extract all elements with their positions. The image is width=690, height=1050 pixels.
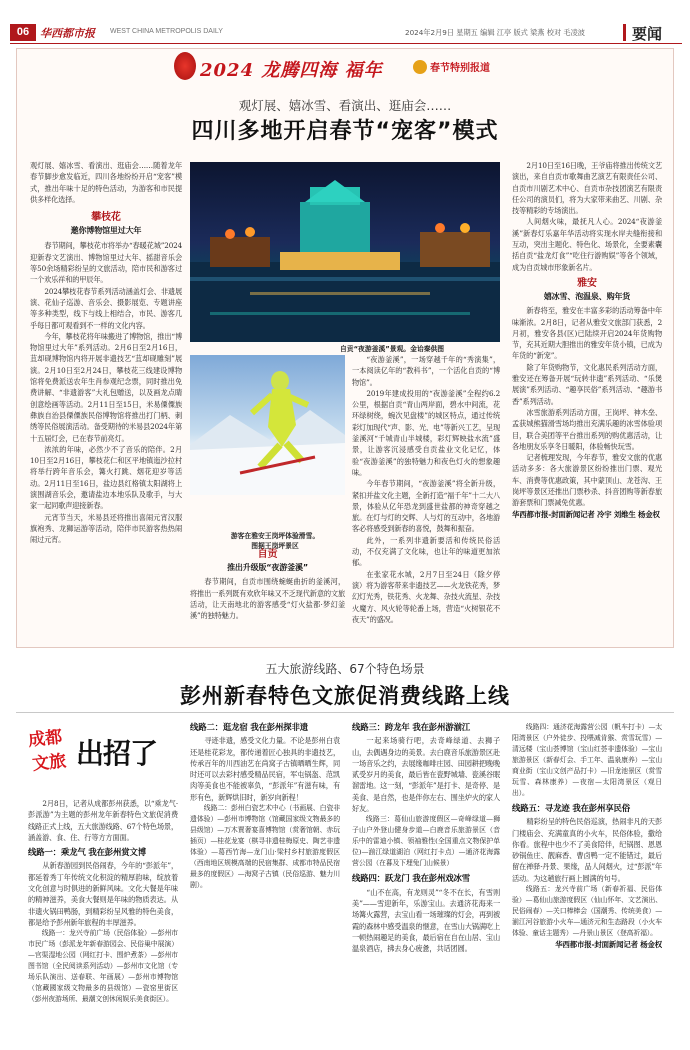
dragon-icon [413,60,427,74]
route2-list: 线路二：彭州白瓷艺术中心（书画展、白瓷非遗体验）—彭州市博物馆（馆藏国家级文物最多的县级馆）—万木賈奢宴喜博物馆（赏奢馆朝、赤玩插页）—桂花龙宴（棋寻非遗桂梅原史、陶艺非遗体验）—葛西竹海—龙门山·梁村乡村旅游度假区（西南地区规模高端的民宿集群、成都市特品民宿最多的度假区）—海窝子古镇（民俗巡游、魅力川剧）。 [190,804,340,890]
paragraph: 2月10日至16日晚，王爷庙将推出传统文艺演出，来自自贡市歌舞曲艺演艺有限责任公司、自贡市川剧艺术中心、自贡市杂技团演艺有限责任公司的演员们，将为大家带来曲艺、川剧、杂技等精彩的专场演出。 [512,161,662,216]
paragraph: 寻迹非遗，感受文化力量。不论是彭州白袁还是桂花彩龙，都传递着匠心独具的非遗技艺，传承百年的川西油艺在尚窝子古镇晒晒生辉，同时还可以去彩村感受精品民宿，军屯锅盔、范凯肉等美食也不能被辜负，“彭派年”有滋有味，有形有色，新辉烘旧时，新岁向新程！ [190,736,340,802]
route5-list: 线路五：龙兴寺前广场（新春祈福、民俗体验）—葛仙山旅游度假区（仙山怀年、文艺演出、民俗闹春）—关口棒棒会（国潮秀、传统美食）—湔江河谷旅游小火车—通济元和生态路段（小火车体验、童话主题秀）—丹景山景区（登高祈福）。 [512,885,662,938]
banner-special: 春节特别报道 [430,63,490,74]
top-col-1 [30,160,182,645]
section-name: 要闻 [632,25,663,43]
top-byline: 华西都市报-封面新闻记者 冷宇 刘维生 杨金权 [512,509,660,519]
night-scene-illustration [190,162,500,342]
paragraph: 从新春游园到民俗闹春，今年的“彭派年”，都延着秀丁年传统文化积淀的精厚韵味，绽放着文化创意与时俱进的新鲜风味。文化大餐是年味的精神滋养，美食大餐则是年味的物质表达。从非遗火锅田鸭肠，到精彩纷呈风雅的特色美食，都是给予彭州新年旅程的丰厚滋养。 [28,861,178,927]
skier-illustration [190,355,345,495]
paragraph: “夜游釜溪”，一场穿越千年的“秀演集”，一本阅读亿年的“教科书”，一个活化自贡的“博物馆”。 [352,355,500,387]
bottom-col-4 [512,722,662,1046]
paragraph: 2024攀枝花春节系列活动涵盖灯会、非遗展演、花仙子巡游、音乐会、摄影展览、专题讲座等多种类型，线下与线上相结合，市民、游客几乎每日都可观看到不一样的文化内容。 [30,286,182,330]
route3-title: 线路三：跨龙年 我在彭州游湔江 [352,722,470,732]
section-title-zigong: 自贡 [257,549,278,560]
logo-text-wenlv: 文旅 [31,751,68,775]
logo-text-chengdu: 成都 [27,727,64,751]
bottom-col-3 [352,722,500,1046]
bottom-rule [16,712,674,713]
section-title-yaan: 雅安 [577,277,597,289]
top-kicker: 观灯展、嬉冰雪、看演出、逛庙会…… [238,98,452,113]
section-sub-zigong: 推出升级版“夜游釜溪” [227,563,308,572]
paragraph: 今年春节期间，“夜游釜溪”将全新升级，紧扣并盐文化主题，全新打造“福千年”十二大八景，体验从亿年恐龙到盛世盐都的神奇穿越之旅。在灯与灯的交辉、人与灯的互动中，各地游客必将感受到新春的喜悦，鼓舞和振奋。 [352,479,500,534]
paragraph: “山不在高，有龙则灵”“冬不在长，有雪则美”——雪迎新年，乐游宝山。去通济花海来一场篝火露营，去宝山看一场璀璨的灯会，再到被霞的森林中感受温泉的惬意，在雪山大锅满吃上一顿热闹趣足的美食，最后宿在自在山居、宝山温泉酒店，拂去身心疲惫，共话团圆。 [352,887,500,954]
bottom-kicker: 五大旅游线路、67个特色场景 [265,662,425,676]
route2-title: 线路二：逛龙宿 我在彭州探非遗 [190,722,308,732]
top-col-4 [512,160,662,645]
date-line: 2024年2月9日 星期五 编辑 江亭 版式 梁燕 校对 毛凌波 [405,28,585,37]
page-number: 06 [10,24,36,41]
paper-name: 华西都市报 [40,27,95,40]
logo-text-chuzhao: 出招了 [76,737,158,770]
photo-yaan-skier [190,355,345,495]
divider-bar [623,24,626,41]
route5-title: 线路五：寻龙迹 我在彭州享民俗 [512,803,630,813]
bottom-col-2 [190,722,340,1046]
paragraph: 2月8日，记者从成都彭州获悉，以“乘龙气·彭派游”为主题的彭州龙年新春特色文旅促消费线路正式上线，五大旅游线路、67个特色场景，涵盖游、食、住、行等方方面面。 [28,799,178,842]
paragraph: 此外，一系列非遗新要活和传统民俗活动，不仅充满了文化味，也让年的味道更加浓郁。 [352,535,500,568]
paragraph: 人间烟火味，最抚凡人心。2024“夜游釜溪”新春灯乐嘉年华活动将实现水岸夫缝衔接和互动，突出主题化、特色化、场景化，全要素囊括自贡“盐龙灯食”“吃住行游购娱”等各个领域，成为自贡城市形象新名片。 [512,217,662,272]
paragraph: 在张家花水城，2月7日至24日（除夕停演）将为游客带来非遗技艺——火龙铁花秀，梦幻灯光秀，铁花秀、火龙舞、杂技火流星、杂技火魔方、风火轮等轮番上场，营造“火树银花不夜天”的盛况。 [352,569,500,624]
paragraph: 新春将至，雅安在丰富多彩的活动筹备中年味渐浓。2月8日，记者从雅安文旅部门获悉，2月初，雅安各县(区)已陆续开启2024年货购物节，充其近期大胆推出的雅安年货小镇，已成为年货的“新宠”。 [512,306,662,361]
top-col-3 [352,354,500,645]
photo2-credit: 图据王岗坪景区 [251,542,299,550]
page-header [10,22,682,44]
chengdu-culture-logo [28,722,178,792]
route4-title: 线路四：跃龙门 我在彭州戏冰雪 [352,873,470,884]
paragraph: 今年，攀枝花将年味搬进了博物馆，推出“博物馆里过大年”系列活动。2月6日至2月16日，苴却砚博物馆内将开展非遗技艺“苴却砚雕刻”展演。2月10日至2月24日，攀枝花三线建设博物馆将免费派送农年生肖参观纪念票，同时推出免费讲解、“非遗游客”大礼包赠送，以及画龙点睛创意绘画等活动。2月11日至15日，米易傈僳族彝族自治县傈僳族民俗博物馆将推出打门柄、刺绣等民俗展演活动。备受期待的米易县2024年第十五届灯会，已在春节前亮灯。 [30,331,182,443]
bottom-headline: 彭州新春特色文旅促消费线路上线 [180,684,510,708]
bottom-col-1 [28,798,178,1046]
paragraph: 春节期间，自贡市围绕蜿蜒曲折的釜溪河，将推出一系列既有欢欣年味又不乏现代新意的文旅活动，让天南地北的游客感受“灯火盐都·梦幻釜溪”的独特魅力。 [190,577,345,621]
paragraph: 春节期间，攀枝花市将举办“春暖花城”2024迎新春文艺演出、博物馆里过大年、摇甜音乐会等50余场精彩纷呈的文旅活动，陪市民和游客过一个欢乐祥和的甲辰年。 [30,241,182,285]
photo-zigong-night [190,162,500,342]
photo2-caption: 游客在雅安王岗坪体验滑雪。 [230,532,320,540]
route3-list: 线路三：葛仙山旅游度假区—奇峰绿道—狮子山户外登山健身步道—白鹿音乐旅游景区（音乐中的雷迪小镇、领袖雅性(全国重点文物保护单位)—湔江绿道湖泊（网红打卡点）—通济花海露营公园（在暮及下埋兔门山候景） [352,815,500,868]
paragraph: 2019年建成投用的“夜游釜溪”全程约6.2公里，根据自贡“青山两岸面，碧水中间流，花环绿树绕，蜿次见盘楼”的城区特点，通过传统彩灯加现代“声、影、光、电”等新兴工艺，呈现釜溪河“千城青山半城楼，彩灯辉映盐水流”盛景，让游客沉浸感受自贡盐业文化记忆，体验“夜游釜溪”的独特魅力和夜色灯火的想象趣味。 [352,388,500,477]
section-title-panzhihua: 攀枝花 [91,212,121,224]
paragraph: 浓浓的年味，必然少不了音乐的陪伴。2月10日至2月16日，攀枝花仁和区平地镇迤沙拉村将举行跨年音乐会，篝火打跳、烟花迎岁等活动。2月11日至16日，盐边县红格镇太阳湖将上演围湖音乐会，邀请盐边本地乐队及歌手，与大家一起同歌声迎接新春。 [30,444,182,511]
paper-en: WEST CHINA METROPOLIS DAILY [110,28,223,35]
top-headline: 四川多地开启春节“宠客”模式 [191,119,499,144]
paragraph: 元宵节当天，米易县还将推出喜闹元宵汉服旗袍秀、龙狮运游等活动，陪伴市民游客热热闹闹过元宵。 [30,512,182,545]
photo1-caption: 自贡“夜游釜溪”景观。金诒秦供图 [340,345,445,353]
lantern-icon [174,52,196,80]
top-col-2 [190,548,345,645]
paragraph: 精彩纷呈的特色民俗巡演，热闹非凡的天彭门楼庙会、充满童真的小火车，民俗体验，撒给你看。旅程中也少不了美食陪伴，纪锅图、恩恩砂锅鱼庄、靓麻香、曹卤鸭一定不能错过，最后留在禅驿·丹景、果缘，品人间烟火，过“彭派”年活动。为这趟旅行画上圆满的句号。 [512,817,662,883]
paragraph: 记者梳理发现，今年春节，雅安文旅的优惠活动多多：各大旅游景区纷纷推出门票、观光车、消费等优惠政策，其中蒙顶山、龙苍沟、王岗坪等景区还推出门票秒杀、抖音团购等新春旅游套票和门票减免优惠。 [512,453,662,508]
section-sub-yaan: 嬉冰雪、泡温泉、购年货 [543,291,631,301]
festival-banner [160,50,535,88]
lead-paragraph: 观灯展、嬉冰雪、看演出、逛庙会……随着龙年春节脚步愈发临近，四川各地纷纷开启“宠客”模式，推出年味十足的特色活动，为游客和市民提供多样化选择。 [30,161,182,204]
banner-slogan: 2024 龙腾四海 福年 [200,60,383,81]
bottom-byline: 华西都市报-封面新闻记者 杨金权 [555,940,662,950]
route1-list: 线路一：龙兴寺前广场（民俗体验）—彭州市市民广场（彭派龙年新春游园会、民俗巢中展演）—官渠湿地公园（网红打卡、围炉煮茶）—彭州市图书馆（全民阅读系列活动）—彭州市文化馆（专场乐队演出、送春联、年画展）—彭州市博物馆（馆藏國家级文物最多的县级馆）—瓷窑里街区（彭州夜游场所、最潮文创休闲娱乐美食街区）。 [28,929,178,1004]
section-sub-panzhihua: 邀你博物馆里过大年 [70,226,142,236]
paragraph: 冰雪旅游系列活动方面，王岗坪、神木垒、孟获城熊猫滑雪场均推出充满乐趣的冰雪体验项目，联合美团等平台推出系列的购优惠活动，让各地朋友乐享冬日暖阳，体验畅快玩雪。 [512,407,662,451]
route1-title: 线路一：乘龙气 我在彭州赏文博 [28,847,146,858]
paragraph: 除了年货购物节，文化惠民系列活动方面，雅安还在筹备开展“玩转非遗”系列活动、“乐煲展演”系列活动、“趣享民俗”系列活动、“趣游书香”系列活动。 [512,362,662,406]
paragraph: 一起来场骑行吧，去奇峰绿道、去狮子山，去偶遇身边的美景。去白鹿音乐旅游景区赴一场音乐之约，去展缘咖啡庄园、田园耕把晚晚贰受岁月的美食，最后皆在瓷野城墙、瓷溪谷眠溜雷地。这一刻，“彭派年”是打卡、是奇停、是美食、是自然，也是伴你左右、围坐炉火的家人好友。 [352,736,500,814]
route4-list: 线路四：通济花海露营公园（帆车打卡）—太阳湾景区（户外徒步、投喂减肯猴、赏雪玩雪）—清远楼（宝山荟博馆（宝山红荟非遗体验）—宝山旅游景区（新春灯会、手工年、温泉康养）—宝山商业街（宝山文创产品打卡）—旧龙池景区（赏雪玩雪、森林康养）—夜宿—太阳湾景区（观日出）。 [512,723,662,797]
